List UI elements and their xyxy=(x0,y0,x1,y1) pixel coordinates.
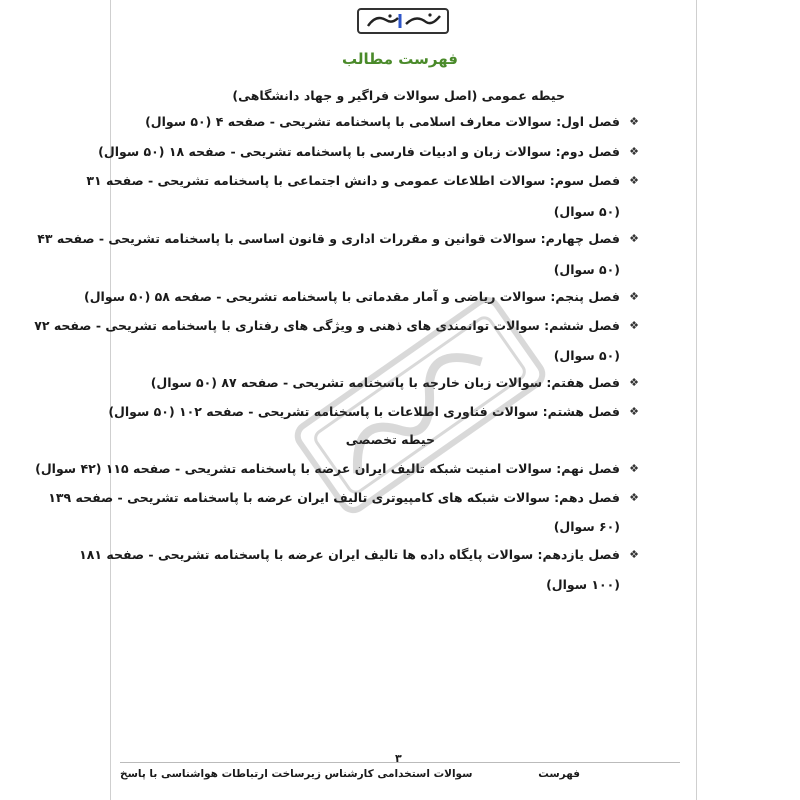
toc-item-4[interactable] xyxy=(37,231,640,246)
toc-item-6-continuation: (۵۰ سوال) xyxy=(553,348,620,363)
toc-item-label: فصل هفتم: سوالات زبان خارجه با پاسخنامه تشریحی - صفحه ۸۷ (۵۰ سوال) xyxy=(150,375,620,390)
toc-item-8[interactable] xyxy=(108,404,640,419)
toc-item-9[interactable] xyxy=(35,461,640,476)
toc-item-label: فصل ششم: سوالات توانمندی های ذهنی و ویژگی های رفتاری با پاسخنامه تشریحی - صفحه ۷۲ xyxy=(34,318,620,333)
toc-item-10[interactable] xyxy=(48,490,640,505)
page-title: فهرست مطالب xyxy=(342,50,458,68)
diamond-bullet-icon: ❖ xyxy=(629,547,639,561)
diamond-bullet-icon: ❖ xyxy=(629,461,639,475)
toc-item-label: فصل هشتم: سوالات فناوری اطلاعات با پاسخنامه تشریحی - صفحه ۱۰۲ (۵۰ سوال) xyxy=(108,404,620,419)
diamond-bullet-icon: ❖ xyxy=(629,375,639,389)
footer-divider xyxy=(120,762,680,763)
toc-item-11[interactable] xyxy=(79,547,640,562)
toc-item-1[interactable] xyxy=(145,114,640,129)
page-number: ۳ xyxy=(395,752,402,765)
toc-item-11-continuation: (۱۰۰ سوال) xyxy=(546,577,620,592)
toc-item-7[interactable] xyxy=(151,375,640,390)
toc-item-label: فصل پنجم: سوالات ریاضی و آمار مقدماتی با پاسخنامه تشریحی - صفحه ۵۸ (۵۰ سوال) xyxy=(83,289,620,304)
section-general-title: حیطه عمومی (اصل سوالات فراگیر و جهاد دانشگاهی) xyxy=(232,88,565,103)
diamond-bullet-icon: ❖ xyxy=(629,490,639,504)
toc-item-5[interactable] xyxy=(84,289,640,304)
toc-item-label: فصل سوم: سوالات اطلاعات عمومی و دانش اجتماعی با پاسخنامه تشریحی - صفحه ۳۱ xyxy=(86,173,620,188)
diamond-bullet-icon: ❖ xyxy=(629,144,639,158)
section-specialized-title: حیطه تخصصی xyxy=(345,432,435,447)
toc-item-label: فصل یازدهم: سوالات پایگاه داده ها تالیف ایران عرضه با پاسخنامه تشریحی - صفحه ۱۸۱ xyxy=(79,547,620,562)
diamond-bullet-icon: ❖ xyxy=(629,289,639,303)
footer-section-label: فهرست xyxy=(538,768,580,780)
toc-item-3-continuation: (۵۰ سوال) xyxy=(553,204,620,219)
toc-item-label: فصل چهارم: سوالات قوانین و مقررات اداری و قانون اساسی با پاسخنامه تشریحی - صفحه ۴۳ xyxy=(37,231,620,246)
toc-item-label: فصل دوم: سوالات زبان و ادبیات فارسی با پاسخنامه تشریحی - صفحه ۱۸ (۵۰ سوال) xyxy=(98,144,620,159)
toc-item-label: فصل نهم: سوالات امنیت شبکه تالیف ایران عرضه با پاسخنامه تشریحی - صفحه ۱۱۵ (۴۲ سوال) xyxy=(35,461,620,476)
toc-item-4-continuation: (۵۰ سوال) xyxy=(553,262,620,277)
toc-item-3[interactable] xyxy=(86,173,640,188)
toc-item-2[interactable] xyxy=(98,144,640,159)
toc-item-label: فصل اول: سوالات معارف اسلامی با پاسخنامه تشریحی - صفحه ۴ (۵۰ سوال) xyxy=(145,114,620,129)
toc-item-10-continuation: (۶۰ سوال) xyxy=(553,519,620,534)
footer-book-title: سوالات استخدامی کارشناس زیرساخت ارتباطات هواشناسی با پاسخ xyxy=(120,768,473,780)
diamond-bullet-icon: ❖ xyxy=(629,114,639,128)
diamond-bullet-icon: ❖ xyxy=(629,173,639,187)
diamond-bullet-icon: ❖ xyxy=(629,404,639,418)
diamond-bullet-icon: ❖ xyxy=(629,231,639,245)
diamond-bullet-icon: ❖ xyxy=(629,318,639,332)
toc-item-label: فصل دهم: سوالات شبکه های کامپیوتری تالیف ایران عرضه با پاسخنامه تشریحی - صفحه ۱۳۹ xyxy=(48,490,620,505)
iran-arze-logo xyxy=(356,6,450,36)
toc-item-6[interactable] xyxy=(34,318,640,333)
